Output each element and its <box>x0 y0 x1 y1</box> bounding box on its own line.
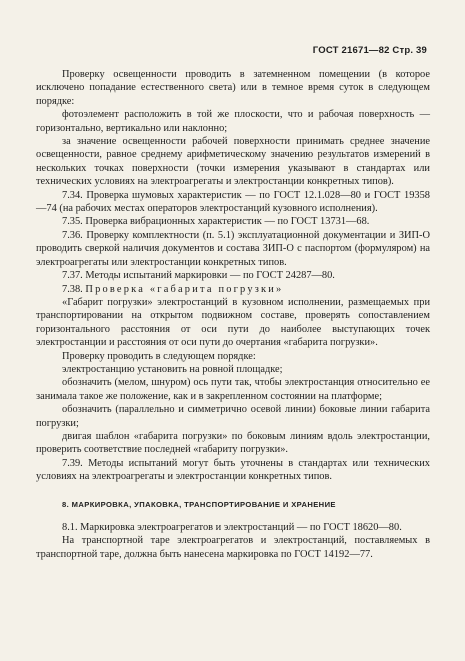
clause-number: 7.38. <box>62 283 83 295</box>
clause-8-1: 8.1. Маркировка электроагрегатов и электростанций — по ГОСТ 18620—80. <box>62 522 402 533</box>
paragraph: за значение освещенности рабочей поверхности принимать среднее значение освещенности, равное среднему арифметическому значению результатов измерений в нескольких точках поверхности (точки измерения указывают в стандартах или технических условиях на электроагрегаты и электростанции конкретных типов). <box>36 136 430 188</box>
paragraph: двигая шаблон «габарита погрузки» по боковым линиям вдоль электростанции, проверить соответствие последней «габариту погрузки». <box>36 430 430 456</box>
page-body <box>36 68 430 561</box>
clause-7-37: 7.37. Методы испытаний маркировки — по ГОСТ 24287—80. <box>62 270 335 282</box>
paragraph: Проверку проводить в следующем порядке: <box>62 350 256 362</box>
clause-7-35: 7.35. Проверка вибрационных характеристик — по ГОСТ 13731—68. <box>62 216 370 228</box>
clause-7-39: 7.39. Методы испытаний могут быть уточнены в стандартах или технических условиях на электроагрегаты и электростанции конкретных типов. <box>36 457 430 483</box>
paragraph: «Габарит погрузки» электростанций в кузовном исполнении, размещаемых при транспортировании на открытом подвижном составе, проверять сопоставлением горизонтального расстояния от оси пути до наиболее выступающих точек электростанции и расстояния от оси пути до очертания «габарита погрузки». <box>36 296 430 349</box>
clause-title-spaced: Проверка «габарита погрузки» <box>85 283 284 295</box>
clause-7-34: 7.34. Проверка шумовых характеристик — по ГОСТ 12.1.028—80 и ГОСТ 19358—74 (на рабочих местах операторов электростанций кузовного исполнения). <box>36 189 430 215</box>
paragraph: обозначить (мелом, шнуром) ось пути так, чтобы электростанция относительно ее занимала такое же положение, как и в закрепленном состоянии на платформе; <box>36 377 430 402</box>
clause-7-36: 7.36. Проверку комплектности (п. 5.1) эксплуатационной документации и ЗИП-О проводить сверкой наличия документов и состава ЗИП-О с паспортом (формуляром) на электроагрегаты или электростанции конкретных типов. <box>36 229 430 268</box>
section-heading: 8. МАРКИРОВКА, УПАКОВКА, ТРАНСПОРТИРОВАНИЕ И ХРАНЕНИЕ <box>62 499 336 509</box>
clause-7-38-title <box>36 283 430 296</box>
paragraph: Проверку освещенности проводить в затемненном помещении (в которое исключено попадание естественного света) или в темное время суток в следующем порядке: <box>36 69 430 107</box>
paragraph: На транспортной таре электроагрегатов и электростанций, поставляемых в транспортной таре, должна быть нанесена маркировка по ГОСТ 14192—77. <box>36 535 430 560</box>
paragraph: фотоэлемент расположить в той же плоскости, что и рабочая поверхность — горизонтально, вертикально или наклонно; <box>36 109 430 134</box>
running-header: ГОСТ 21671—82 Стр. 39 <box>312 45 427 56</box>
paragraph: обозначить (параллельно и симметрично осевой линии) боковые линии габарита погрузки; <box>36 404 430 429</box>
paragraph: электростанцию установить на ровной площадке; <box>62 363 283 375</box>
